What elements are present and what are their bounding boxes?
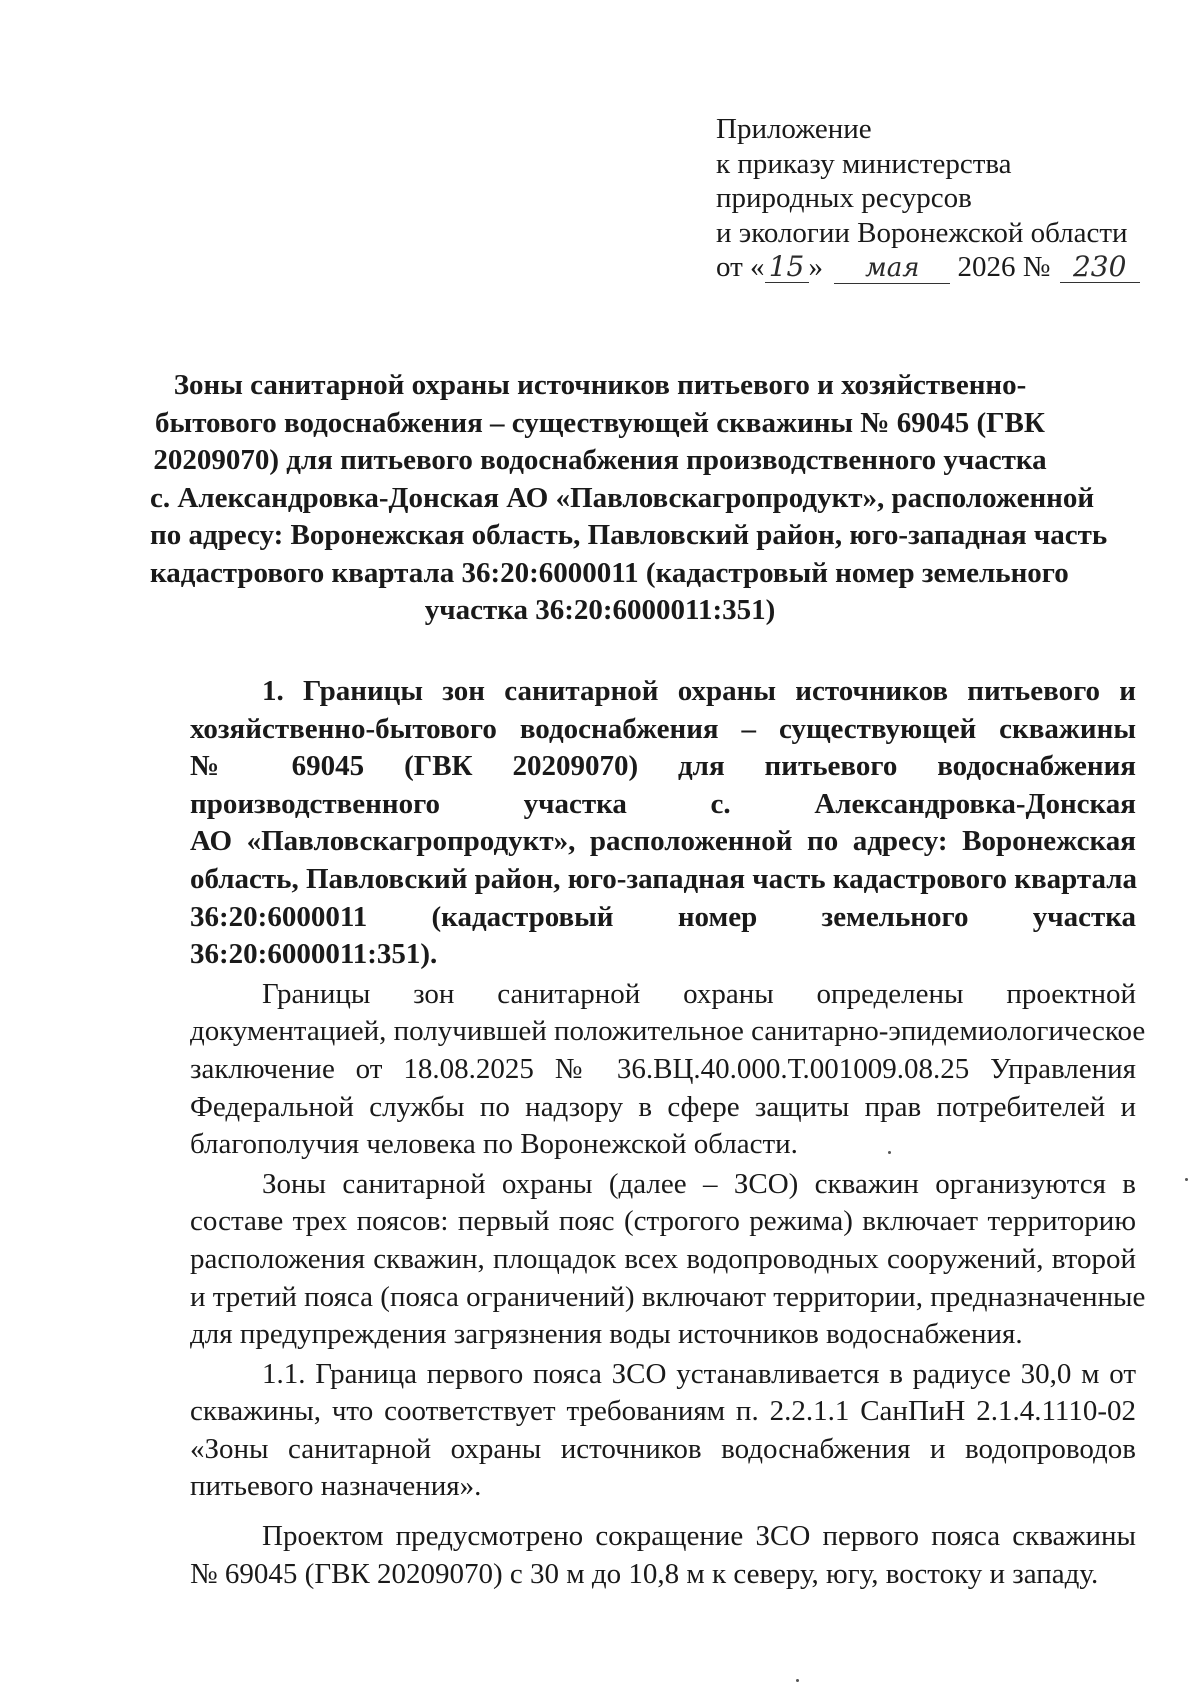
text-line: АО «Павловскагропродукт», расположенной по адресу: Воронежская [190, 825, 1136, 858]
text-line: 1.1. Граница первого пояса ЗСО устанавливается в радиусе 30,0 м от [262, 1357, 1136, 1390]
paragraph-zso [190, 1166, 1146, 1354]
text-line: Федеральной службы по надзору в сфере защиты прав потребителей и [190, 1090, 1136, 1123]
text-line: Зоны санитарной охраны (далее – ЗСО) скважин организуются в [262, 1167, 1136, 1200]
handwritten-month: мая [834, 253, 950, 284]
date-prefix: от « [716, 251, 765, 283]
text-line: заключение от 18.08.2025 № 36.ВЦ.40.000.Т.001009.08.25 Управления [190, 1052, 1136, 1085]
text-line: для предупреждения загрязнения воды источников водоснабжения. [190, 1318, 1023, 1351]
text-line: № 69045 (ГВК 20209070) с 30 м до 10,8 м к северу, югу, востоку и западу. [190, 1557, 1099, 1590]
title-line: Зоны санитарной охраны источников питьевого и хозяйственно- [173, 369, 1027, 401]
text-line: 1. Границы зон санитарной охраны источников питьевого и [262, 675, 1136, 707]
text-line: составе трех поясов: первый пояс (строгого режима) включает территорию [190, 1205, 1136, 1238]
title-line: с. Александровка-Донская АО «Павловскагропродукт», расположенной [150, 481, 1095, 514]
text-line: хозяйственно-бытового водоснабжения – существующей скважины [190, 712, 1136, 745]
title-line: 20209070) для питьевого водоснабжения производственного участка [153, 444, 1047, 476]
appendix-date-line [716, 250, 1146, 285]
text-line: документацией, получившей положительное санитарно-эпидемиологическое [190, 1015, 1146, 1048]
text-line: производственного участка с. Александровка-Донская [190, 787, 1136, 820]
paragraph-boundaries [190, 976, 1146, 1164]
text-line: 36:20:6000011 (кадастровый номер земельного участка [190, 900, 1136, 933]
appendix-line: природных ресурсов [716, 182, 972, 214]
appendix-header [716, 112, 1146, 285]
text-line: и третий пояса (пояса ограничений) включают территории, предназначенные [190, 1280, 1146, 1313]
scan-speck [1185, 1178, 1188, 1181]
scan-speck [888, 1151, 891, 1154]
title-line: кадастрового квартала 36:20:6000011 (кадастровый номер земельного [150, 556, 1069, 589]
text-line: скважины, что соответствует требованиям п. 2.2.1.1 СанПиН 2.1.4.1110-02 [190, 1395, 1136, 1428]
paragraph-project [190, 1518, 1136, 1593]
handwritten-day: 15 [765, 252, 809, 283]
text-line: область, Павловский район, юго-западная часть кадастрового квартала [190, 862, 1138, 895]
handwritten-order-number: 230 [1060, 252, 1140, 283]
title-line: участка 36:20:6000011:351) [424, 594, 776, 626]
title-line: бытового водоснабжения – существующей скважины № 69045 (ГВК [155, 406, 1045, 439]
text-line: расположения скважин, площадок всех водопроводных сооружений, второй [190, 1242, 1136, 1275]
document-title [150, 367, 1108, 630]
text-line: 36:20:6000011:351). [190, 938, 438, 971]
appendix-line: Приложение [716, 113, 872, 145]
appendix-line: к приказу министерства [716, 147, 1012, 180]
date-year: 2026 № [957, 251, 1051, 283]
text-line: питьевого назначения». [190, 1470, 482, 1503]
text-line: № 69045 (ГВК 20209070) для питьевого водоснабжения [190, 750, 1136, 783]
text-line: Проектом предусмотрено сокращение ЗСО первого пояса скважины [262, 1520, 1136, 1553]
scan-speck [796, 1679, 799, 1682]
text-line: Границы зон санитарной охраны определены проектной [262, 977, 1136, 1010]
document-body [190, 673, 1146, 1593]
section-1-heading [190, 673, 1136, 974]
title-line: по адресу: Воронежская область, Павловский район, юго-западная часть [150, 519, 1108, 551]
date-mid: » [808, 251, 824, 283]
text-line: «Зоны санитарной охраны источников водоснабжения и водопроводов [190, 1432, 1136, 1465]
paragraph-1-1 [190, 1356, 1136, 1506]
appendix-line: и экологии Воронежской области [716, 216, 1128, 249]
text-line: благополучия человека по Воронежской области. [190, 1128, 798, 1161]
